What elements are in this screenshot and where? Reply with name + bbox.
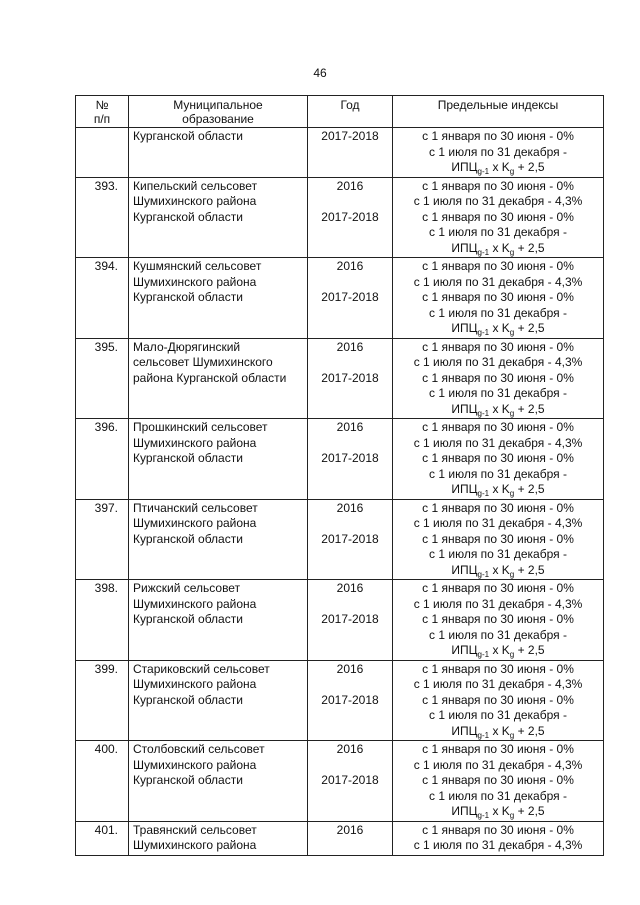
- formula-sub-g: g: [509, 328, 515, 337]
- year-first: 2016: [336, 339, 364, 354]
- year-cell: [308, 580, 393, 661]
- formula-base: ИПЦ: [451, 321, 478, 335]
- index-line: с 1 июля по 31 декабря -: [429, 225, 567, 239]
- index-line: с 1 июля по 31 декабря - 4,3%: [413, 838, 583, 852]
- year-second: 2017-2018: [321, 612, 379, 626]
- year-first: 2016: [336, 500, 364, 515]
- table-row: [76, 821, 604, 855]
- formula-mid: x K: [489, 804, 510, 818]
- year-cell: [308, 258, 393, 339]
- municipality-line: Курганской области: [133, 129, 243, 143]
- index-line: с 1 июля по 31 декабря - 4,3%: [413, 757, 583, 772]
- page-number: 46: [313, 66, 327, 80]
- formula-sub-g: g: [509, 650, 515, 659]
- table-row: [76, 128, 604, 178]
- municipality-cell: [129, 821, 308, 855]
- index-line: с 1 июля по 31 декабря -: [429, 305, 567, 320]
- index-cell: [393, 258, 604, 339]
- municipality-line: Шумихинского района: [133, 677, 257, 691]
- index-line: с 1 июля по 31 декабря -: [429, 708, 567, 722]
- year-cell: [308, 499, 393, 580]
- formula-tail: + 2,5: [514, 482, 545, 496]
- row-number: [76, 128, 129, 178]
- index-line: с 1 января по 30 июня - 0%: [422, 531, 574, 546]
- municipality-cell: [129, 499, 308, 580]
- header-year: Год: [308, 96, 393, 128]
- municipality-line: Кипельский сельсовет: [133, 178, 258, 193]
- index-cell: [393, 419, 604, 500]
- municipality-line: Курганской области: [133, 531, 243, 546]
- table-row: [76, 741, 604, 822]
- row-number: 398.: [76, 580, 129, 661]
- formula-mid: x K: [489, 321, 510, 335]
- year-first: 2016: [336, 742, 364, 756]
- formula-tail: + 2,5: [514, 321, 545, 335]
- year-second: 2017-2018: [321, 209, 379, 224]
- index-line: с 1 января по 30 июня - 0%: [422, 178, 574, 193]
- municipality-line: Курганской области: [133, 209, 243, 224]
- formula-base: ИПЦ: [451, 643, 478, 657]
- formula-base: ИПЦ: [451, 401, 478, 416]
- index-cell: [393, 821, 604, 855]
- row-number: 393.: [76, 177, 129, 258]
- formula-mid: x K: [489, 401, 510, 416]
- index-line: с 1 января по 30 июня - 0%: [422, 259, 574, 273]
- municipality-line: Курганской области: [133, 451, 243, 465]
- index-cell: [393, 741, 604, 822]
- index-table: [75, 95, 604, 856]
- municipality-line: Птичанский сельсовет: [133, 500, 258, 515]
- year-cell: [308, 128, 393, 178]
- municipality-line: Рижский сельсовет: [133, 581, 241, 595]
- index-line: с 1 января по 30 июня - 0%: [422, 692, 574, 707]
- formula-sub-g1: g-1: [477, 328, 490, 337]
- municipality-line: Шумихинского района: [133, 194, 257, 208]
- index-line: с 1 июля по 31 декабря -: [429, 466, 567, 481]
- header-num-line: п/п: [93, 112, 111, 126]
- index-line: с 1 июля по 31 декабря - 4,3%: [413, 355, 583, 369]
- municipality-cell: [129, 338, 308, 419]
- formula-sub-g: g: [509, 167, 515, 176]
- municipality-line: Курганской области: [133, 612, 243, 626]
- index-cell: [393, 177, 604, 258]
- index-line: с 1 июля по 31 декабря -: [429, 386, 567, 400]
- index-formula: [396, 402, 600, 418]
- header-municipality-line: образование: [182, 112, 254, 126]
- year-second: 2017-2018: [321, 370, 379, 385]
- index-line: с 1 января по 30 июня - 0%: [422, 451, 574, 465]
- index-line: с 1 июля по 31 декабря - 4,3%: [413, 194, 583, 208]
- municipality-line: района Курганской области: [133, 370, 287, 385]
- year-first: 2016: [336, 420, 364, 434]
- index-cell: [393, 660, 604, 741]
- table-row: [76, 177, 604, 258]
- index-line: с 1 января по 30 июня - 0%: [422, 339, 574, 354]
- municipality-cell: [129, 660, 308, 741]
- formula-sub-g: g: [509, 811, 515, 820]
- year-cell: [308, 660, 393, 741]
- year-cell: [308, 177, 393, 258]
- municipality-line: Прошкинский сельсовет: [133, 420, 268, 434]
- index-line: с 1 января по 30 июня - 0%: [422, 500, 574, 515]
- year-cell: [308, 338, 393, 419]
- municipality-line: Шумихинского района: [133, 274, 257, 289]
- index-formula: [396, 724, 600, 740]
- formula-sub-g1: g-1: [477, 650, 490, 659]
- municipality-cell: [129, 128, 308, 178]
- index-line: с 1 июля по 31 декабря - 4,3%: [413, 596, 583, 611]
- formula-sub-g: g: [509, 489, 515, 498]
- municipality-line: Курганской области: [133, 773, 243, 787]
- municipality-line: Шумихинского района: [133, 838, 257, 852]
- formula-sub-g1: g-1: [477, 569, 490, 579]
- row-number: 401.: [76, 821, 129, 855]
- municipality-line: Мало-Дюрягинский: [133, 339, 241, 354]
- index-line: с 1 июля по 31 декабря - 4,3%: [413, 677, 583, 691]
- formula-sub-g1: g-1: [477, 811, 490, 820]
- municipality-line: Кушмянский сельсовет: [133, 259, 262, 273]
- formula-tail: + 2,5: [514, 804, 545, 818]
- header-num: [76, 96, 129, 128]
- index-cell: [393, 499, 604, 580]
- formula-sub-g1: g-1: [477, 408, 490, 418]
- formula-tail: + 2,5: [514, 723, 545, 738]
- municipality-cell: [129, 580, 308, 661]
- formula-base: ИПЦ: [451, 804, 478, 818]
- formula-tail: + 2,5: [514, 562, 545, 577]
- municipality-line: Шумихинского района: [133, 596, 257, 611]
- row-number: 397.: [76, 499, 129, 580]
- formula-sub-g1: g-1: [477, 489, 490, 498]
- formula-tail: + 2,5: [514, 401, 545, 416]
- index-line: с 1 января по 30 июня - 0%: [422, 661, 574, 676]
- formula-sub-g: g: [509, 569, 515, 579]
- formula-base: ИПЦ: [451, 562, 478, 577]
- index-formula: [396, 241, 600, 257]
- year-cell: [308, 741, 393, 822]
- municipality-cell: [129, 741, 308, 822]
- index-line: с 1 июля по 31 декабря -: [429, 547, 567, 561]
- table-row: [76, 499, 604, 580]
- index-line: с 1 января по 30 июня - 0%: [422, 370, 574, 385]
- year-second: 2017-2018: [321, 773, 379, 787]
- index-line: с 1 января по 30 июня - 0%: [422, 209, 574, 224]
- year-second: 2017-2018: [321, 290, 379, 304]
- index-line: с 1 июля по 31 декабря - 4,3%: [413, 435, 583, 450]
- formula-sub-g1: g-1: [477, 730, 490, 740]
- year-second: 2017-2018: [321, 531, 379, 546]
- formula-mid: x K: [489, 240, 510, 255]
- index-formula: [396, 804, 600, 820]
- formula-mid: x K: [489, 482, 510, 496]
- row-number: 394.: [76, 258, 129, 339]
- index-line: с 1 января по 30 июня - 0%: [422, 742, 574, 756]
- municipality-line: Курганской области: [133, 692, 243, 707]
- index-formula: [396, 643, 600, 659]
- year-first: 2016: [336, 259, 364, 273]
- index-line: с 1 июля по 31 декабря - 4,3%: [413, 274, 583, 289]
- index-formula: [396, 160, 600, 176]
- formula-base: ИПЦ: [451, 482, 478, 496]
- table-row: [76, 580, 604, 661]
- municipality-cell: [129, 177, 308, 258]
- index-formula: [396, 482, 600, 498]
- year-second: 2017-2018: [321, 451, 379, 465]
- table-body: [76, 128, 604, 856]
- index-line: с 1 июля по 31 декабря -: [429, 788, 567, 803]
- formula-tail: + 2,5: [514, 160, 545, 174]
- formula-sub-g1: g-1: [477, 247, 490, 257]
- municipality-cell: [129, 258, 308, 339]
- year-first: 2016: [336, 822, 364, 837]
- year-cell: [308, 821, 393, 855]
- index-line: с 1 января по 30 июня - 0%: [422, 290, 574, 304]
- formula-base: ИПЦ: [451, 240, 478, 255]
- index-cell: [393, 338, 604, 419]
- index-formula: [396, 563, 600, 579]
- formula-tail: + 2,5: [514, 643, 545, 657]
- header-num-line: №: [95, 98, 109, 112]
- municipality-cell: [129, 419, 308, 500]
- formula-sub-g: g: [509, 247, 515, 257]
- table-row: [76, 258, 604, 339]
- year-first: 2016: [336, 661, 364, 676]
- row-number: 395.: [76, 338, 129, 419]
- index-line: с 1 января по 30 июня - 0%: [422, 612, 574, 626]
- index-line: с 1 июля по 31 декабря - 4,3%: [413, 516, 583, 530]
- index-line: с 1 января по 30 июня - 0%: [422, 581, 574, 595]
- index-line: с 1 января по 30 июня - 0%: [422, 420, 574, 434]
- formula-mid: x K: [489, 643, 510, 657]
- index-formula: [396, 321, 600, 337]
- municipality-line: Стариковский сельсовет: [133, 661, 270, 676]
- formula-base: ИПЦ: [451, 160, 478, 174]
- index-cell: [393, 128, 604, 178]
- row-number: 400.: [76, 741, 129, 822]
- municipality-line: Шумихинского района: [133, 435, 257, 450]
- formula-sub-g: g: [509, 408, 515, 418]
- row-number: 399.: [76, 660, 129, 741]
- formula-tail: + 2,5: [514, 240, 545, 255]
- year-first: 2016: [336, 581, 364, 595]
- formula-mid: x K: [489, 160, 510, 174]
- municipality-line: Шумихинского района: [133, 516, 257, 530]
- header-municipality-line: Муниципальное: [173, 98, 263, 112]
- table-header-row: [76, 96, 604, 128]
- year-second: 2017-2018: [321, 129, 379, 143]
- year-second: 2017-2018: [321, 692, 379, 707]
- formula-sub-g1: g-1: [477, 167, 490, 176]
- formula-mid: x K: [489, 562, 510, 577]
- index-line: с 1 января по 30 июня - 0%: [422, 773, 574, 787]
- municipality-line: Курганской области: [133, 290, 243, 304]
- formula-mid: x K: [489, 723, 510, 738]
- header-indexes: Предельные индексы: [393, 96, 604, 128]
- municipality-line: сельсовет Шумихинского: [133, 355, 273, 369]
- index-line: с 1 января по 30 июня - 0%: [422, 822, 574, 837]
- index-line: с 1 июля по 31 декабря -: [429, 144, 567, 159]
- table-row: [76, 419, 604, 500]
- municipality-line: Шумихинского района: [133, 757, 257, 772]
- year-cell: [308, 419, 393, 500]
- year-first: 2016: [336, 178, 364, 193]
- index-cell: [393, 580, 604, 661]
- formula-base: ИПЦ: [451, 723, 478, 738]
- municipality-line: Травянский сельсовет: [133, 822, 257, 837]
- table-row: [76, 338, 604, 419]
- municipality-line: Столбовский сельсовет: [133, 742, 265, 756]
- formula-sub-g: g: [509, 730, 515, 740]
- header-municipality: [129, 96, 308, 128]
- row-number: 396.: [76, 419, 129, 500]
- index-line: с 1 июля по 31 декабря -: [429, 627, 567, 642]
- table-row: [76, 660, 604, 741]
- index-line: с 1 января по 30 июня - 0%: [422, 129, 574, 143]
